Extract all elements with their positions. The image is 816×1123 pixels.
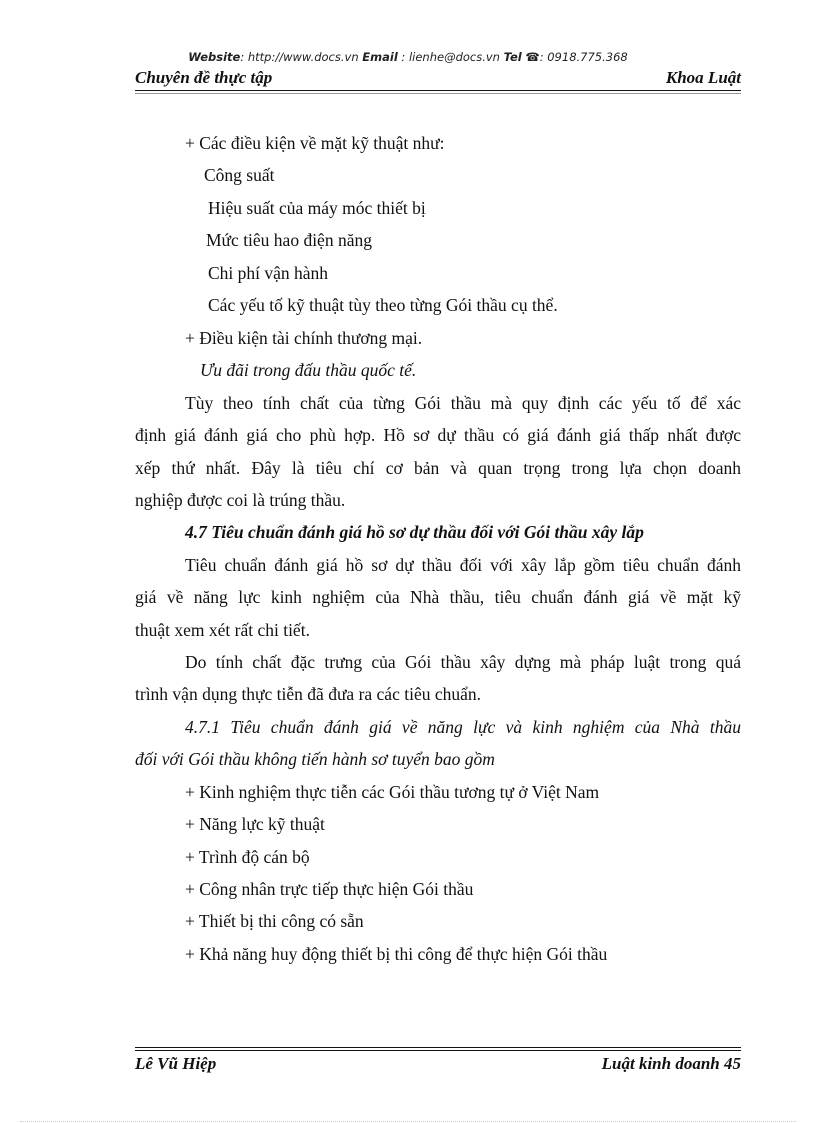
page-header xyxy=(135,68,741,91)
footer-divider xyxy=(135,1050,741,1051)
list-item: Chi phí vận hành xyxy=(208,263,329,283)
subsection-heading-4-7-1-cont: đối với Gói thầu không tiến hành sơ tuyển bao gồm xyxy=(135,749,495,769)
list-item: + Trình độ cán bộ xyxy=(185,847,310,867)
website-url[interactable]: : http://www.docs.vn xyxy=(240,50,359,64)
page-edge xyxy=(20,1121,796,1122)
list-item: + Điều kiện tài chính thương mại. xyxy=(185,328,423,348)
paragraph-line: xếp thứ nhất. Đây là tiêu chí cơ bản và quan trọng trong lựa chọn doanh xyxy=(135,458,741,478)
website-line xyxy=(0,50,816,64)
paragraph-line: Do tính chất đặc trưng của Gói thầu xây dựng mà pháp luật trong quá xyxy=(185,652,741,672)
list-item: + Thiết bị thi công có sẵn xyxy=(185,911,364,931)
list-item: + Các điều kiện về mặt kỹ thuật như: xyxy=(185,133,445,153)
page-footer xyxy=(135,1054,741,1076)
website-label: Website xyxy=(188,50,241,64)
header-divider xyxy=(135,93,741,94)
section-heading-4-7: 4.7 Tiêu chuẩn đánh giá hồ sơ dự thầu đối với Gói thầu xây lắp xyxy=(185,522,644,542)
paragraph-line: Tùy theo tính chất của từng Gói thầu mà quy định các yếu tố để xác xyxy=(185,393,741,413)
subsection-heading-4-7-1: 4.7.1 Tiêu chuẩn đánh giá về năng lực và kinh nghiệm của Nhà thầu xyxy=(185,717,741,737)
list-item: + Công nhân trực tiếp thực hiện Gói thầu xyxy=(185,879,474,899)
email-value[interactable]: : lienhe@docs.vn xyxy=(397,50,500,64)
header-right-title: Khoa Luật xyxy=(665,68,741,87)
list-item: Các yếu tố kỹ thuật tùy theo từng Gói thầu cụ thể. xyxy=(208,295,558,315)
tel-label: Tel xyxy=(503,50,522,64)
paragraph-line: thuật xem xét rất chi tiết. xyxy=(135,620,310,640)
header-left-title: Chuyên đề thực tập xyxy=(135,68,273,87)
list-item: + Năng lực kỹ thuật xyxy=(185,814,325,834)
paragraph-line: định giá đánh giá cho phù hợp. Hồ sơ dự thầu có giá đánh giá thấp nhất được xyxy=(135,425,741,445)
list-item: Hiệu suất của máy móc thiết bị xyxy=(208,198,426,218)
footer-divider xyxy=(135,1047,741,1048)
paragraph-line: giá về năng lực kinh nghiệm của Nhà thầu, tiêu chuẩn đánh giá về mặt kỹ xyxy=(135,587,741,607)
list-item: Mức tiêu hao điện năng xyxy=(206,230,372,250)
list-item: Công suất xyxy=(204,165,275,185)
tel-value: ☎: 0918.775.368 xyxy=(525,50,628,64)
footer-author: Lê Vũ Hiệp xyxy=(135,1054,217,1073)
email-label: Email xyxy=(362,50,398,64)
paragraph-line: trình vận dụng thực tiễn đã đưa ra các tiêu chuẩn. xyxy=(135,684,481,704)
list-item: Ưu đãi trong đấu thầu quốc tế. xyxy=(200,360,417,380)
footer-right: Luật kinh doanh 45 xyxy=(601,1054,741,1073)
list-item: + Kinh nghiệm thực tiễn các Gói thầu tương tự ở Việt Nam xyxy=(185,782,600,802)
paragraph-line: Tiêu chuẩn đánh giá hồ sơ dự thầu đối với xây lắp gồm tiêu chuẩn đánh xyxy=(185,555,741,575)
paragraph-line: nghiệp được coi là trúng thầu. xyxy=(135,490,346,510)
list-item: + Khả năng huy động thiết bị thi công để thực hiện Gói thầu xyxy=(185,944,608,964)
